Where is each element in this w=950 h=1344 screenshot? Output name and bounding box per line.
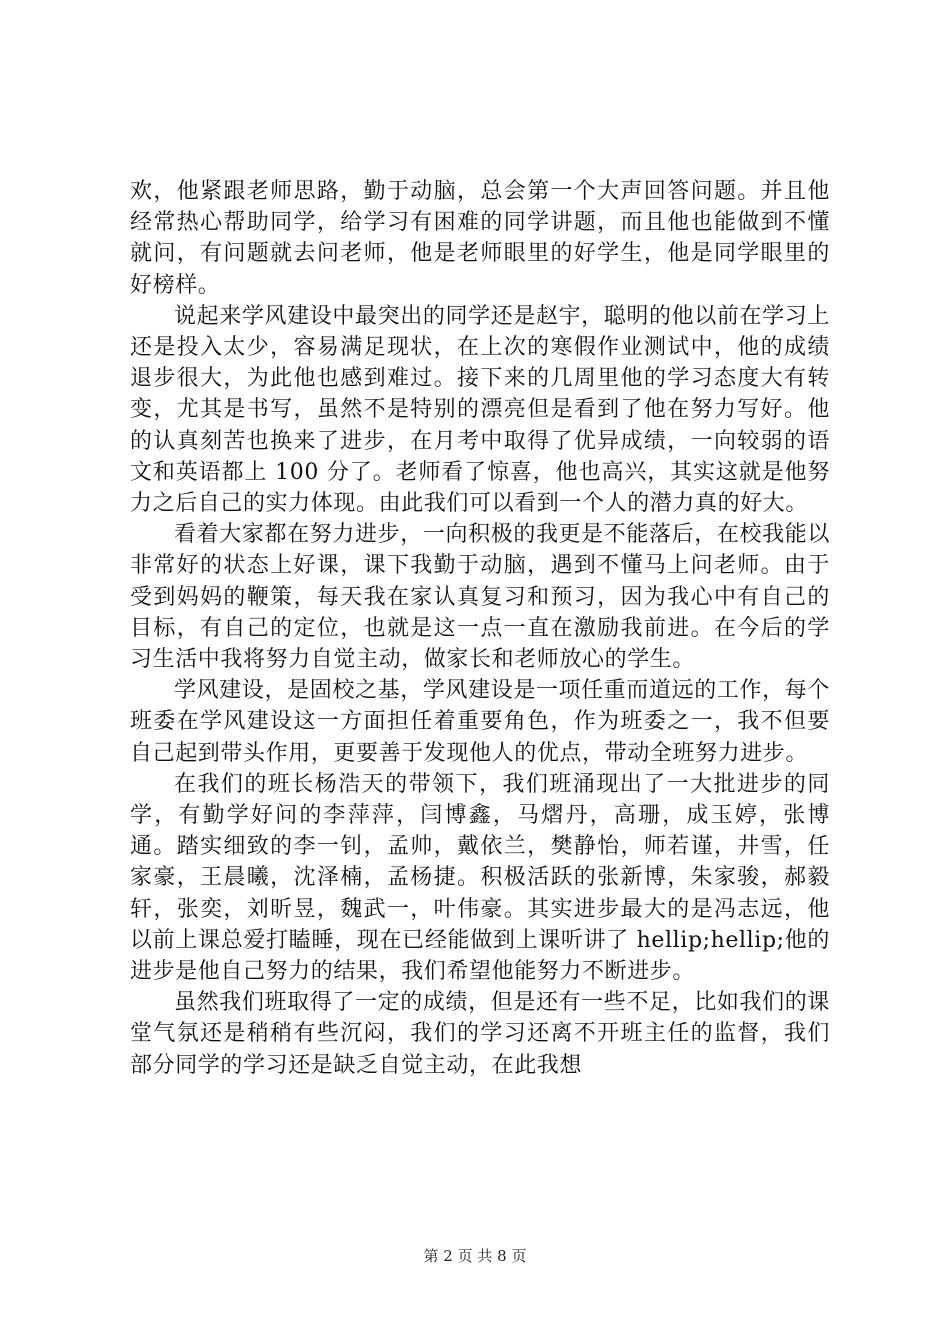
paragraph-5: 在我们的班长杨浩天的带领下，我们班涌现出了一大批进步的同学，有勤学好问的李萍萍，闫博鑫，马熠丹，高珊，成玉婷，张博通。踏实细致的李一钊，孟帅，戴依兰，樊静怡，师若谨，井雪，任家豪，王晨曦，沈泽楠，孟杨捷。积极活跃的张新博，朱家骏，郝毅轩，张奕，刘昕昱，魏武一，叶伟豪。其实进步最大的是冯志远，他以前上课总爱打瞌睡，现在已经能做到上课听讲了 hellip;hellip;他的进步是他自己努力的结果，我们希望他能努力不断进步。 [130, 771, 830, 985]
paragraph-6: 虽然我们班取得了一定的成绩，但是还有一些不足，比如我们的课堂气氛还是稍稍有些沉闷，我们的学习还离不开班主任的监督，我们部分同学的学习还是缺乏自觉主动，在此我想 [130, 990, 830, 1078]
paragraph-3: 看着大家都在努力进步，一向积极的我更是不能落后，在校我能以非常好的状态上好课，课下我勤于动脑，遇到不懂马上问老师。由于受到妈妈的鞭策，每天我在家认真复习和预习，因为我心中有自己的目标，有自己的定位，也就是这一点一直在激励我前进。在今后的学习生活中我将努力自觉主动，做家长和老师放心的学生。 [130, 522, 830, 673]
paragraph-4: 学风建设，是固校之基，学风建设是一项任重而道远的工作，每个班委在学风建设这一方面担任着重要角色，作为班委之一，我不但要自己起到带头作用，更要善于发现他人的优点，带动全班努力进步。 [130, 678, 830, 766]
paragraph-2: 说起来学风建设中最突出的同学还是赵宇，聪明的他以前在学习上还是投入太少，容易满足现状，在上次的寒假作业测试中，他的成绩退步很大，为此他也感到难过。接下来的几周里他的学习态度大有转变，尤其是书写，虽然不是特别的漂亮但是看到了他在努力写好。他的认真刻苦也换来了进步，在月考中取得了优异成绩，一向较弱的语文和英语都上 100 分了。老师看了惊喜，他也高兴，其实这就是他努力之后自己的实力体现。由此我们可以看到一个人的潜力真的好大。 [130, 303, 830, 517]
document-body [130, 176, 830, 1081]
page-number-footer: 第 2 页 共 8 页 [423, 1247, 527, 1265]
paragraph-1: 欢，他紧跟老师思路，勤于动脑，总会第一个大声回答问题。并且他经常热心帮助同学，给学习有困难的同学讲题，而且他也能做到不懂就问，有问题就去问老师，他是老师眼里的好学生，他是同学眼里的好榜样。 [130, 179, 830, 298]
